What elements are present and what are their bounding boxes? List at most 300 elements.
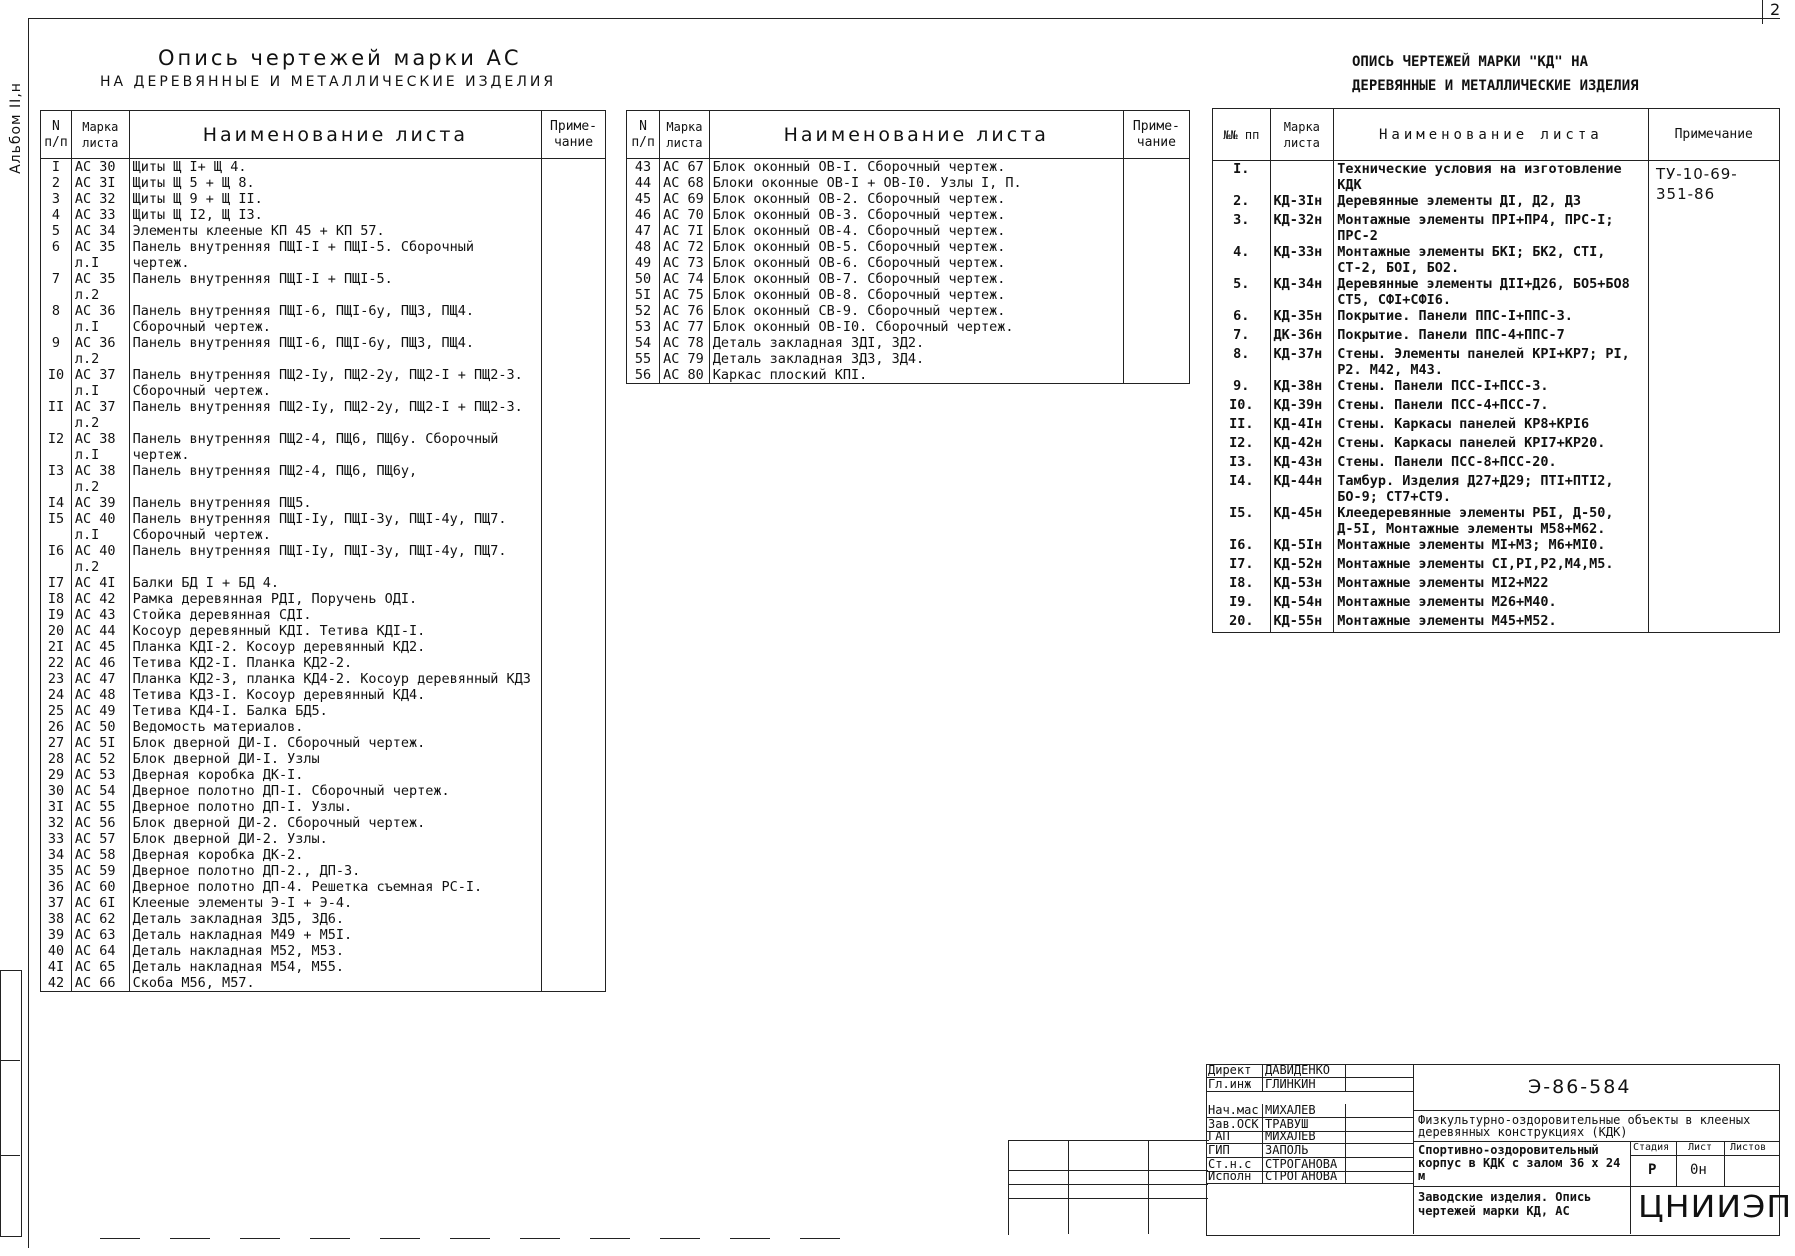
row-name: Щиты Щ 9 + Щ II. bbox=[129, 191, 541, 207]
row-note bbox=[1648, 276, 1780, 308]
sheet-value: 0н bbox=[1690, 1162, 1707, 1178]
row-name: Панель внутренняя ПЩ2-Iу, ПЩ2-2у, ПЩ2-I + ПЩ2-3. Сборочный чертеж. bbox=[129, 367, 541, 399]
row-note bbox=[542, 159, 606, 176]
table-row bbox=[41, 591, 606, 607]
row-name: Тетива КД4-I. Балка БД5. bbox=[129, 703, 541, 719]
row-mark: КД-33н bbox=[1270, 244, 1334, 276]
stamp-role: ГИП bbox=[1208, 1144, 1263, 1157]
row-name: Блоки оконные ОВ-I + ОВ-I0. Узлы I, П. bbox=[709, 175, 1123, 191]
sheets-label: Листов bbox=[1730, 1142, 1767, 1153]
table-row bbox=[41, 655, 606, 671]
stamp-role-row bbox=[1207, 1064, 1413, 1078]
row-number: 5 bbox=[41, 223, 72, 239]
row-mark: АС 35 л.I bbox=[71, 239, 129, 271]
row-mark: АС 50 bbox=[71, 719, 129, 735]
row-name: Балки БД I + БД 4. bbox=[129, 575, 541, 591]
row-mark: АС 75 bbox=[660, 287, 710, 303]
row-number: 39 bbox=[41, 927, 72, 943]
row-mark: АС 35 л.2 bbox=[71, 271, 129, 303]
row-name: Планка КД2-3, планка КД4-2. Косоур деревянный КД3 bbox=[129, 671, 541, 687]
row-note bbox=[1648, 378, 1780, 397]
row-note bbox=[542, 431, 606, 463]
row-number: 9. bbox=[1213, 378, 1271, 397]
row-note bbox=[1648, 435, 1780, 454]
row-number: 32 bbox=[41, 815, 72, 831]
row-mark: АС 46 bbox=[71, 655, 129, 671]
row-number: 4. bbox=[1213, 244, 1271, 276]
building-title: Спортивно-оздоровительный корпус в КДК с залом 36 х 24 м bbox=[1418, 1143, 1621, 1183]
row-name: Щиты Щ 5 + Щ 8. bbox=[129, 175, 541, 191]
table-row bbox=[627, 367, 1190, 384]
row-note bbox=[542, 975, 606, 992]
table-row bbox=[627, 271, 1190, 287]
row-name: Стены. Панели ПСС-4+ПСС-7. bbox=[1334, 397, 1648, 416]
table-row bbox=[627, 255, 1190, 271]
table-row bbox=[41, 863, 606, 879]
row-name: Блок оконный ОВ-3. Сборочный чертеж. bbox=[709, 207, 1123, 223]
stamp-person: МИХАЛЕВ bbox=[1265, 1130, 1346, 1143]
table-row bbox=[41, 847, 606, 863]
row-mark: АС 7I bbox=[660, 223, 710, 239]
row-note bbox=[542, 367, 606, 399]
row-name: Монтажные элементы М26+М40. bbox=[1334, 594, 1648, 613]
row-mark: КД-39н bbox=[1270, 397, 1334, 416]
row-mark: КД-3Iн bbox=[1270, 193, 1334, 212]
stamp-divider bbox=[1630, 1155, 1780, 1156]
row-number: 5. bbox=[1213, 276, 1271, 308]
row-number: 30 bbox=[41, 783, 72, 799]
table-row bbox=[41, 911, 606, 927]
row-note bbox=[542, 271, 606, 303]
row-name: Монтажные элементы БКI; БК2, СТI, СТ-2, БОI, БО2. bbox=[1334, 244, 1648, 276]
stamp-role: Директ bbox=[1208, 1064, 1263, 1077]
table-row bbox=[41, 767, 606, 783]
row-mark: АС 74 bbox=[660, 271, 710, 287]
row-name: Стены. Панели ПСС-I+ПСС-3. bbox=[1334, 378, 1648, 397]
row-note bbox=[542, 719, 606, 735]
row-number: 3I bbox=[41, 799, 72, 815]
row-name: Блок оконный ОВ-I0. Сборочный чертеж. bbox=[709, 319, 1123, 335]
row-name: Деталь накладная М54, М55. bbox=[129, 959, 541, 975]
frame-top-line bbox=[28, 18, 1780, 19]
row-number: 37 bbox=[41, 895, 72, 911]
stamp-role: Зав.ОСК bbox=[1208, 1118, 1263, 1131]
table-row bbox=[627, 303, 1190, 319]
row-number: 55 bbox=[627, 351, 660, 367]
table-row bbox=[41, 239, 606, 271]
table-row bbox=[41, 543, 606, 575]
margin-stamp-divider bbox=[0, 1155, 20, 1156]
row-number: 23 bbox=[41, 671, 72, 687]
row-note bbox=[542, 575, 606, 591]
row-mark: АС 37 л.I bbox=[71, 367, 129, 399]
row-mark: КД-55н bbox=[1270, 613, 1334, 632]
table-row bbox=[41, 159, 606, 176]
row-number: I3 bbox=[41, 463, 72, 495]
row-mark: АС 6I bbox=[71, 895, 129, 911]
title-block-col-line bbox=[1148, 1140, 1149, 1234]
table-row bbox=[41, 639, 606, 655]
row-number: II bbox=[41, 399, 72, 431]
stamp-person: СТРОГАНОВА bbox=[1265, 1158, 1346, 1171]
row-name: Стены. Каркасы панелей КРI7+КР20. bbox=[1334, 435, 1648, 454]
sheet-label: Лист bbox=[1688, 1142, 1713, 1153]
table-row bbox=[41, 943, 606, 959]
row-note bbox=[1123, 159, 1189, 176]
row-name: Блок дверной ДИ-2. Сборочный чертеж. bbox=[129, 815, 541, 831]
row-number: 56 bbox=[627, 367, 660, 384]
right-title-line1: ОПИСЬ ЧЕРТЕЖЕЙ МАРКИ "КД" НА bbox=[1352, 54, 1589, 70]
row-mark: АС 73 bbox=[660, 255, 710, 271]
table-row bbox=[41, 623, 606, 639]
row-name: Блок оконный ОВ-4. Сборочный чертеж. bbox=[709, 223, 1123, 239]
row-mark: АС 70 bbox=[660, 207, 710, 223]
stamp-divider bbox=[1724, 1141, 1725, 1186]
row-note bbox=[1648, 454, 1780, 473]
row-mark: АС 47 bbox=[71, 671, 129, 687]
row-name: Планка КДI-2. Косоур деревянный КД2. bbox=[129, 639, 541, 655]
stamp-role: ГАП bbox=[1208, 1130, 1263, 1143]
row-number: 43 bbox=[627, 159, 660, 176]
row-note bbox=[1123, 351, 1189, 367]
row-note bbox=[1648, 473, 1780, 505]
title-block-outer bbox=[1008, 1140, 1209, 1235]
row-note bbox=[542, 207, 606, 223]
row-note bbox=[1648, 594, 1780, 613]
row-number: 24 bbox=[41, 687, 72, 703]
table-row bbox=[41, 399, 606, 431]
row-number: 25 bbox=[41, 703, 72, 719]
row-name: Панель внутренняя ПЩI-6, ПЩI-6у, ПЩ3, ПЩ4. Сборочный чертеж. bbox=[129, 303, 541, 335]
row-number: 44 bbox=[627, 175, 660, 191]
row-note bbox=[542, 671, 606, 687]
row-note bbox=[542, 511, 606, 543]
frame-left-line bbox=[28, 18, 29, 1248]
column-header-mark: Марка листа bbox=[1270, 109, 1334, 161]
row-number: I5 bbox=[41, 511, 72, 543]
row-mark: КД-4Iн bbox=[1270, 416, 1334, 435]
row-name: Панель внутренняя ПЩ2-Iу, ПЩ2-2у, ПЩ2-I + ПЩ2-3. bbox=[129, 399, 541, 431]
row-number: I6 bbox=[41, 543, 72, 575]
row-number: 50 bbox=[627, 271, 660, 287]
row-mark: КД-38н bbox=[1270, 378, 1334, 397]
table-row bbox=[1213, 416, 1780, 435]
row-mark: КД-43н bbox=[1270, 454, 1334, 473]
row-number: 34 bbox=[41, 847, 72, 863]
row-note bbox=[542, 927, 606, 943]
table-row bbox=[41, 271, 606, 303]
row-number: I7. bbox=[1213, 556, 1271, 575]
row-name: Деталь закладная ЗД3, ЗД4. bbox=[709, 351, 1123, 367]
stamp-person: ГЛИНКИН bbox=[1265, 1078, 1346, 1091]
doc-code: Э-86-584 bbox=[1528, 1076, 1632, 1098]
row-mark: АС 44 bbox=[71, 623, 129, 639]
row-mark: АС 66 bbox=[71, 975, 129, 992]
row-number: I0 bbox=[41, 367, 72, 399]
row-name: Скоба М56, М57. bbox=[129, 975, 541, 992]
row-mark: АС 40 л.2 bbox=[71, 543, 129, 575]
row-mark: КД-52н bbox=[1270, 556, 1334, 575]
row-mark: АС 80 bbox=[660, 367, 710, 384]
table-row bbox=[41, 575, 606, 591]
row-note bbox=[1648, 397, 1780, 416]
left-title-line2: НА ДЕРЕВЯННЫЕ И МЕТАЛЛИЧЕСКИЕ ИЗДЕЛИЯ bbox=[100, 74, 557, 90]
sheet-number: 2 bbox=[1770, 0, 1781, 19]
row-mark: КД-54н bbox=[1270, 594, 1334, 613]
table-row bbox=[1213, 346, 1780, 378]
table-row bbox=[627, 207, 1190, 223]
column-header-number: №№ пп bbox=[1213, 109, 1271, 161]
row-mark: АС 45 bbox=[71, 639, 129, 655]
row-name: Блок дверной ДИ-I. Узлы bbox=[129, 751, 541, 767]
stamp-divider bbox=[1413, 1186, 1779, 1187]
row-note bbox=[542, 399, 606, 431]
row-mark: КД-37н bbox=[1270, 346, 1334, 378]
row-name: Панель внутренняя ПЩ2-4, ПЩ6, ПЩ6у, bbox=[129, 463, 541, 495]
row-number: 2. bbox=[1213, 193, 1271, 212]
row-number: 3. bbox=[1213, 212, 1271, 244]
row-note bbox=[1648, 505, 1780, 537]
title-block-row-line bbox=[1008, 1184, 1208, 1185]
row-note bbox=[1123, 255, 1189, 271]
table-row bbox=[41, 815, 606, 831]
row-note bbox=[542, 303, 606, 335]
row-name: Элементы клееные КП 45 + КП 57. bbox=[129, 223, 541, 239]
column-header-name: Наименование листа bbox=[129, 111, 541, 159]
project-title: Физкультурно-оздоровительные объекты в клееных деревянных конструкциях (КДК) bbox=[1418, 1113, 1751, 1139]
row-note bbox=[542, 239, 606, 271]
row-mark: АС 56 bbox=[71, 815, 129, 831]
table-row bbox=[627, 319, 1190, 335]
table-row bbox=[1213, 613, 1780, 632]
row-name: Деталь накладная М52, М53. bbox=[129, 943, 541, 959]
row-name: Тамбур. Изделия Д27+Д29; ПТI+ПТI2, БО-9; СТ7+СТ9. bbox=[1334, 473, 1648, 505]
table-row bbox=[41, 671, 606, 687]
row-mark: КД-45н bbox=[1270, 505, 1334, 537]
row-mark: АС 52 bbox=[71, 751, 129, 767]
row-name: Панель внутренняя ПЩI-6, ПЩI-6у, ПЩ3, ПЩ4. bbox=[129, 335, 541, 367]
row-mark: АС 76 bbox=[660, 303, 710, 319]
stamp-role-row bbox=[1207, 1130, 1413, 1144]
title-block bbox=[1008, 1063, 1793, 1234]
row-note bbox=[542, 687, 606, 703]
table-row bbox=[627, 175, 1190, 191]
row-mark: АС 63 bbox=[71, 927, 129, 943]
row-name: Панель внутренняя ПЩ2-4, ПЩ6, ПЩ6у. Сборочный чертеж. bbox=[129, 431, 541, 463]
table-row bbox=[627, 159, 1190, 176]
row-number: 7 bbox=[41, 271, 72, 303]
row-note bbox=[542, 623, 606, 639]
margin-stamp-divider bbox=[0, 1060, 20, 1061]
table-row bbox=[41, 367, 606, 399]
row-note bbox=[1648, 416, 1780, 435]
row-name: Монтажные элементы СI,РI,Р2,М4,М5. bbox=[1334, 556, 1648, 575]
row-name: Деревянные элементы ДII+Д26, БО5+БО8 СТ5, СФI+СФI6. bbox=[1334, 276, 1648, 308]
table-row bbox=[1213, 378, 1780, 397]
row-mark: АС 43 bbox=[71, 607, 129, 623]
row-name: Дверная коробка ДК-2. bbox=[129, 847, 541, 863]
row-mark: АС 60 bbox=[71, 879, 129, 895]
stage-value: Р bbox=[1648, 1162, 1657, 1178]
table-row bbox=[1213, 594, 1780, 613]
table-row bbox=[1213, 397, 1780, 416]
stamp-person: СТРОГАНОВА bbox=[1265, 1170, 1346, 1183]
row-number: 53 bbox=[627, 319, 660, 335]
row-note bbox=[1123, 287, 1189, 303]
table-row bbox=[1213, 308, 1780, 327]
row-number: I9. bbox=[1213, 594, 1271, 613]
table-row bbox=[627, 239, 1190, 255]
row-name: Рамка деревянная РДI, Поручень ОДI. bbox=[129, 591, 541, 607]
row-note bbox=[1123, 319, 1189, 335]
row-mark: АС 39 bbox=[71, 495, 129, 511]
row-mark: АС 42 bbox=[71, 591, 129, 607]
row-name: Тетива КД3-I. Косоур деревянный КД4. bbox=[129, 687, 541, 703]
column-header-name: Наименование листа bbox=[1334, 109, 1648, 161]
row-number: I8 bbox=[41, 591, 72, 607]
title-block-row-line bbox=[1008, 1198, 1208, 1199]
row-note bbox=[542, 799, 606, 815]
table-row bbox=[1213, 575, 1780, 594]
row-note bbox=[542, 223, 606, 239]
row-name: Монтажные элементы М45+М52. bbox=[1334, 613, 1648, 632]
row-name: Блок оконный ОВ-8. Сборочный чертеж. bbox=[709, 287, 1123, 303]
table-row bbox=[41, 303, 606, 335]
row-note bbox=[542, 495, 606, 511]
table-row bbox=[41, 751, 606, 767]
row-note bbox=[542, 175, 606, 191]
table-row bbox=[41, 895, 606, 911]
row-note bbox=[542, 895, 606, 911]
stamp-divider bbox=[1676, 1141, 1677, 1186]
row-mark: КД-32н bbox=[1270, 212, 1334, 244]
row-note bbox=[542, 703, 606, 719]
row-number: 45 bbox=[627, 191, 660, 207]
row-name: Монтажные элементы МI+М3; М6+МI0. bbox=[1334, 537, 1648, 556]
column-header-number: N п/п bbox=[41, 111, 72, 159]
row-number: 8 bbox=[41, 303, 72, 335]
table-row bbox=[1213, 276, 1780, 308]
row-number: 35 bbox=[41, 863, 72, 879]
row-note bbox=[1648, 244, 1780, 276]
table-row bbox=[1213, 505, 1780, 537]
row-number: I4 bbox=[41, 495, 72, 511]
row-note bbox=[542, 639, 606, 655]
row-name: Дверное полотно ДП-4. Решетка съемная РС-I. bbox=[129, 879, 541, 895]
row-number: 33 bbox=[41, 831, 72, 847]
left-title-line1: Опись чертежей марки АС bbox=[158, 46, 522, 70]
column-header-note: Приме- чание bbox=[1123, 111, 1189, 159]
stamp-person: ТРАВУШ bbox=[1265, 1118, 1346, 1131]
row-name: Блок оконный ОВ-I. Сборочный чертеж. bbox=[709, 159, 1123, 176]
row-mark: АС 38 л.2 bbox=[71, 463, 129, 495]
sheet-title: Заводские изделия. Опись чертежей марки КД, АС bbox=[1418, 1190, 1592, 1218]
row-note bbox=[542, 607, 606, 623]
row-name: Стены. Каркасы панелей КР8+КРI6 bbox=[1334, 416, 1648, 435]
table-row bbox=[41, 799, 606, 815]
row-name: Деталь закладная ЗДI, ЗД2. bbox=[709, 335, 1123, 351]
row-number: 9 bbox=[41, 335, 72, 367]
row-number: 48 bbox=[627, 239, 660, 255]
row-name: Панель внутренняя ПЩI-Iу, ПЩI-3у, ПЩI-4у, ПЩ7. Сборочный чертеж. bbox=[129, 511, 541, 543]
row-note bbox=[542, 911, 606, 927]
row-number: 47 bbox=[627, 223, 660, 239]
row-mark: АС 40 л.I bbox=[71, 511, 129, 543]
row-number: I4. bbox=[1213, 473, 1271, 505]
row-mark: КД-5Iн bbox=[1270, 537, 1334, 556]
column-header-note: Примечание bbox=[1648, 109, 1780, 161]
table-row bbox=[41, 783, 606, 799]
row-mark: ДК-36н bbox=[1270, 327, 1334, 346]
row-note bbox=[1648, 346, 1780, 378]
row-name: Монтажные элементы МI2+М22 bbox=[1334, 575, 1648, 594]
row-mark: АС 64 bbox=[71, 943, 129, 959]
row-name: Панель внутренняя ПЩI-I + ПЩI-5. Сборочный чертеж. bbox=[129, 239, 541, 271]
row-note bbox=[1123, 191, 1189, 207]
row-mark: АС 49 bbox=[71, 703, 129, 719]
row-name: Монтажные элементы ПРI+ПР4, ПРС-I; ПРС-2 bbox=[1334, 212, 1648, 244]
table-row bbox=[41, 879, 606, 895]
row-mark: АС 3I bbox=[71, 175, 129, 191]
left-drawings-table bbox=[40, 110, 606, 992]
stamp-person: МИХАЛЕВ bbox=[1265, 1104, 1346, 1117]
row-number: 7. bbox=[1213, 327, 1271, 346]
row-mark: КД-53н bbox=[1270, 575, 1334, 594]
table-row bbox=[41, 927, 606, 943]
row-mark: АС 55 bbox=[71, 799, 129, 815]
table-row bbox=[41, 495, 606, 511]
row-mark: АС 65 bbox=[71, 959, 129, 975]
row-number: 6 bbox=[41, 239, 72, 271]
row-mark: АС 32 bbox=[71, 191, 129, 207]
row-note bbox=[542, 543, 606, 575]
row-note bbox=[542, 751, 606, 767]
row-note bbox=[542, 943, 606, 959]
row-name: Стены. Элементы панелей КРI+КР7; РI, Р2. М42, М43. bbox=[1334, 346, 1648, 378]
row-number: 26 bbox=[41, 719, 72, 735]
table-row bbox=[41, 719, 606, 735]
row-note bbox=[542, 847, 606, 863]
row-number: 49 bbox=[627, 255, 660, 271]
row-number: 8. bbox=[1213, 346, 1271, 378]
row-name: Технические условия на изготовление КДК bbox=[1334, 161, 1648, 194]
row-mark: АС 54 bbox=[71, 783, 129, 799]
row-name: Клееные элементы Э-I + Э-4. bbox=[129, 895, 541, 911]
row-mark: АС 5I bbox=[71, 735, 129, 751]
row-note bbox=[1648, 212, 1780, 244]
row-name: Косоур деревянный КДI. Тетива КДI-I. bbox=[129, 623, 541, 639]
row-note bbox=[542, 191, 606, 207]
row-mark: АС 48 bbox=[71, 687, 129, 703]
table-row bbox=[41, 607, 606, 623]
row-number: 40 bbox=[41, 943, 72, 959]
row-note bbox=[1123, 175, 1189, 191]
row-number: 28 bbox=[41, 751, 72, 767]
table-row bbox=[1213, 556, 1780, 575]
row-note bbox=[542, 591, 606, 607]
row-name: Деталь закладная ЗД5, ЗД6. bbox=[129, 911, 541, 927]
row-name: Блок дверной ДИ-I. Сборочный чертеж. bbox=[129, 735, 541, 751]
row-number: 3 bbox=[41, 191, 72, 207]
row-number: 38 bbox=[41, 911, 72, 927]
right-title-line2: ДЕРЕВЯННЫЕ И МЕТАЛЛИЧЕСКИЕ ИЗДЕЛИЯ bbox=[1352, 78, 1639, 94]
table-row bbox=[41, 511, 606, 543]
row-name: Блок оконный СВ-9. Сборочный чертеж. bbox=[709, 303, 1123, 319]
row-mark: АС 58 bbox=[71, 847, 129, 863]
row-mark: АС 78 bbox=[660, 335, 710, 351]
row-note bbox=[542, 735, 606, 751]
row-number: 29 bbox=[41, 767, 72, 783]
